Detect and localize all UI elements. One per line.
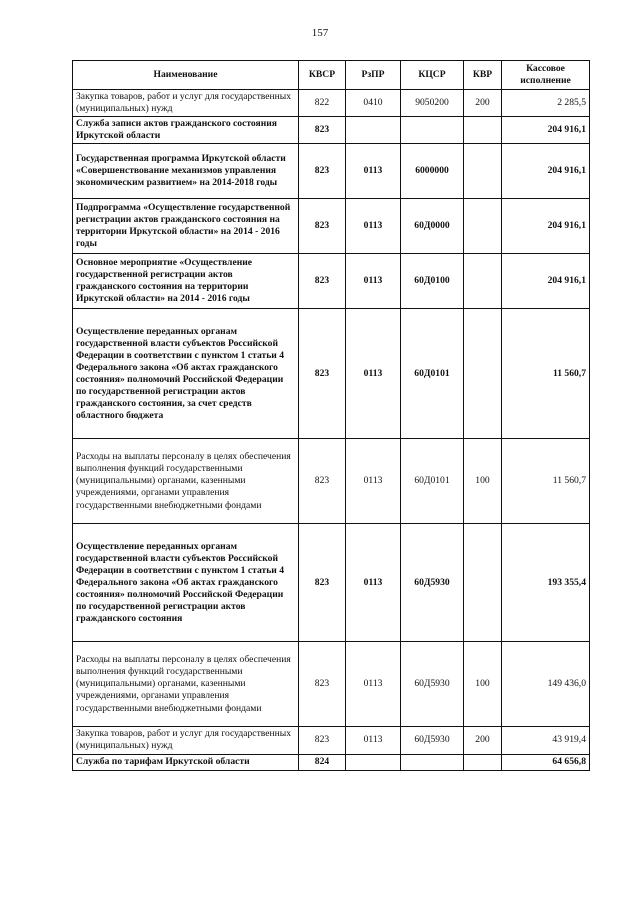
table-row [73, 90, 590, 117]
cell-rzpr: 0113 [346, 439, 401, 524]
cell-kcsr: 60Д5930 [401, 727, 464, 754]
header-name: Наименование [73, 61, 299, 90]
header-amount: Кассовое исполнение [502, 61, 590, 90]
page-number: 157 [311, 27, 329, 39]
cell-kvr [464, 524, 502, 642]
cell-rzpr: 0113 [346, 727, 401, 754]
table-row [73, 727, 590, 754]
cell-amount: 149 436,0 [502, 642, 590, 727]
table-row [73, 642, 590, 727]
cell-amount: 204 916,1 [502, 199, 590, 254]
cell-kcsr [401, 754, 464, 770]
cell-name: Расходы на выплаты персоналу в целях обеспечения выполнения функций государственными (муниципальными) органами, казенными учреждениями, органами управления государственными внебюджетными фондами [73, 439, 299, 524]
cell-kvr: 200 [464, 90, 502, 117]
cell-kvr [464, 309, 502, 439]
cell-kvr [464, 199, 502, 254]
cell-kvsr: 824 [299, 754, 346, 770]
cell-name: Закупка товаров, работ и услуг для государственных (муниципальных) нужд [73, 727, 299, 754]
cell-kcsr: 60Д0100 [401, 254, 464, 309]
cell-kcsr: 9050200 [401, 90, 464, 117]
cell-kvsr: 823 [299, 642, 346, 727]
cell-kcsr: 60Д5930 [401, 524, 464, 642]
cell-kvr: 100 [464, 439, 502, 524]
table-row [73, 309, 590, 439]
cell-kcsr: 60Д0101 [401, 309, 464, 439]
table-row [73, 117, 590, 144]
cell-rzpr [346, 754, 401, 770]
table-body [73, 90, 590, 771]
cell-rzpr: 0113 [346, 524, 401, 642]
cell-kvsr: 823 [299, 439, 346, 524]
cell-kvr [464, 254, 502, 309]
cell-kvsr: 823 [299, 144, 346, 199]
cell-kcsr: 6000000 [401, 144, 464, 199]
cell-amount: 64 656,8 [502, 754, 590, 770]
cell-amount: 11 560,7 [502, 309, 590, 439]
cell-kvr [464, 754, 502, 770]
cell-name: Осуществление переданных органам государственной власти субъектов Российской Федерации в соответствии с пунктом 1 статьи 4 Федерального закона «Об актах гражданского состояния» полномочий Российской Федерации по государственной регистрации актов гражданского состояния [73, 524, 299, 642]
table-row [73, 754, 590, 770]
cell-kcsr: 60Д5930 [401, 642, 464, 727]
cell-kcsr: 60Д0101 [401, 439, 464, 524]
cell-amount: 2 285,5 [502, 90, 590, 117]
cell-name: Служба записи актов гражданского состояния Иркутской области [73, 117, 299, 144]
cell-rzpr: 0113 [346, 254, 401, 309]
table-row [73, 254, 590, 309]
cell-amount: 11 560,7 [502, 439, 590, 524]
cell-kcsr [401, 117, 464, 144]
cell-rzpr: 0113 [346, 199, 401, 254]
cell-kvr: 100 [464, 642, 502, 727]
cell-kvsr: 823 [299, 309, 346, 439]
cell-kvr [464, 144, 502, 199]
cell-kvsr: 823 [299, 727, 346, 754]
cell-name: Подпрограмма «Осуществление государственной регистрации актов гражданского состояния на территории Иркутской области» на 2014 - 2016 годы [73, 199, 299, 254]
cell-rzpr: 0113 [346, 144, 401, 199]
cell-rzpr [346, 117, 401, 144]
cell-name: Закупка товаров, работ и услуг для государственных (муниципальных) нужд [73, 90, 299, 117]
cell-amount: 193 355,4 [502, 524, 590, 642]
header-kvsr: КВСР [299, 61, 346, 90]
header-kcsr: КЦСР [401, 61, 464, 90]
table-row [73, 524, 590, 642]
cell-name: Осуществление переданных органам государственной власти субъектов Российской Федерации в соответствии с пунктом 1 статьи 4 Федерального закона «Об актах гражданского состояния» полномочий Российской Федерации по государственной регистрации актов гражданского состояния, за счет средств областного бюджета [73, 309, 299, 439]
cell-name: Служба по тарифам Иркутской области [73, 754, 299, 770]
cell-name: Расходы на выплаты персоналу в целях обеспечения выполнения функций государственными (муниципальными) органами, казенными учреждениями, органами управления государственными внебюджетными фондами [73, 642, 299, 727]
cell-rzpr: 0410 [346, 90, 401, 117]
table-row [73, 439, 590, 524]
cell-name: Государственная программа Иркутской области «Совершенствование механизмов управления экономическим развитием» на 2014-2018 годы [73, 144, 299, 199]
cell-kvsr: 823 [299, 524, 346, 642]
cell-kvr [464, 117, 502, 144]
budget-execution-table [72, 60, 590, 771]
cell-amount: 204 916,1 [502, 144, 590, 199]
cell-amount: 43 919,4 [502, 727, 590, 754]
cell-rzpr: 0113 [346, 309, 401, 439]
cell-kcsr: 60Д0000 [401, 199, 464, 254]
cell-kvsr: 823 [299, 117, 346, 144]
cell-kvsr: 823 [299, 199, 346, 254]
table-row [73, 199, 590, 254]
cell-amount: 204 916,1 [502, 117, 590, 144]
cell-kvsr: 823 [299, 254, 346, 309]
table-header-row [73, 61, 590, 90]
cell-rzpr: 0113 [346, 642, 401, 727]
table-row [73, 144, 590, 199]
cell-name: Основное мероприятие «Осуществление государственной регистрации актов гражданского состояния на территории Иркутской области» на 2014 - 2016 годы [73, 254, 299, 309]
cell-kvsr: 822 [299, 90, 346, 117]
header-rzpr: РзПР [346, 61, 401, 90]
cell-amount: 204 916,1 [502, 254, 590, 309]
cell-kvr: 200 [464, 727, 502, 754]
header-kvr: КВР [464, 61, 502, 90]
